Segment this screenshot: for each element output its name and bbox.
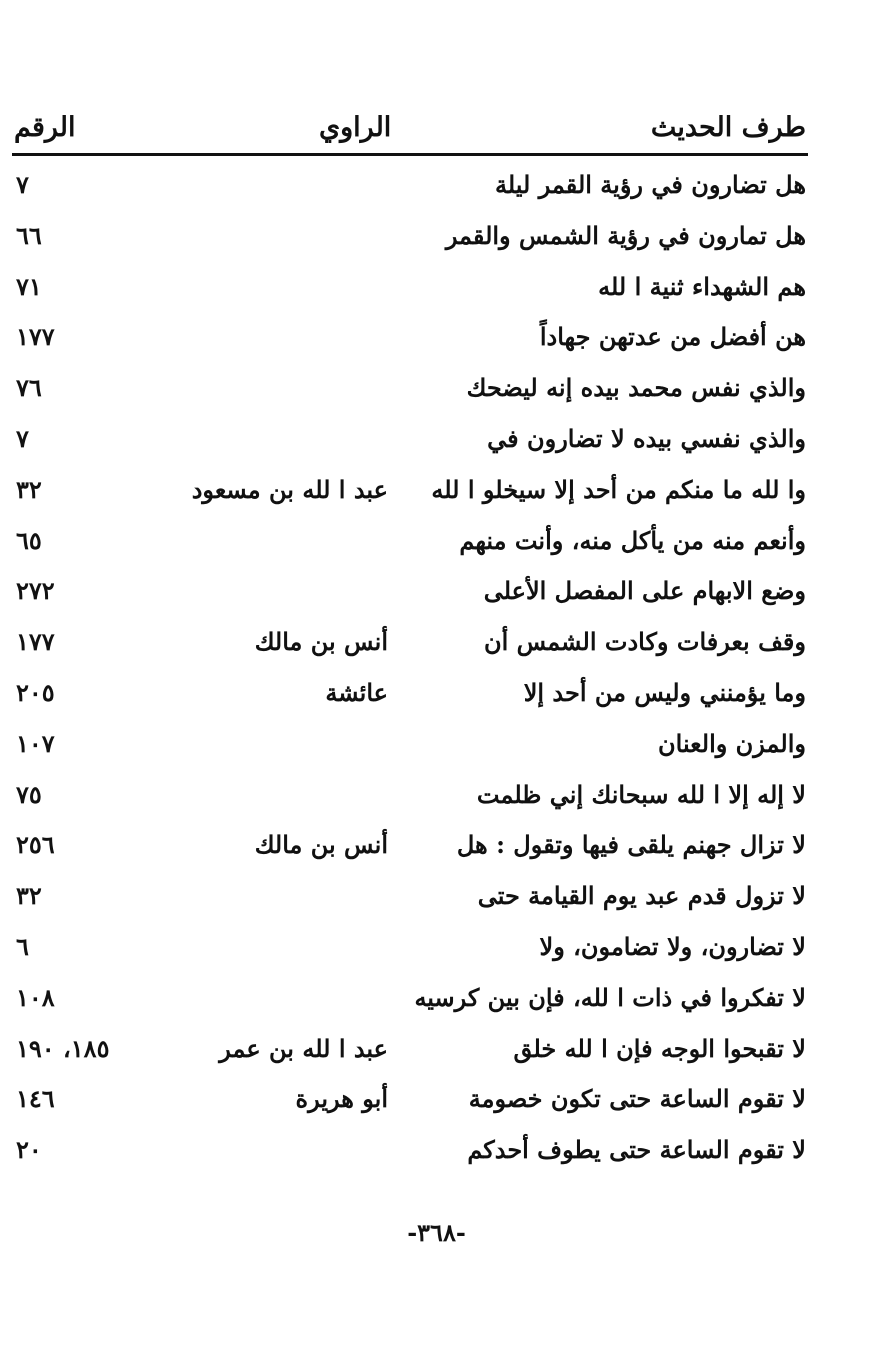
hadith-opening: لا تقوم الساعة حتى تكون خصومة: [468, 1084, 806, 1114]
hadith-number: ١٧٧: [16, 627, 55, 657]
hadith-opening: هل تمارون في رؤية الشمس والقمر: [445, 220, 806, 250]
hadith-opening: لا تقبحوا الوجه فإن ا لله خلق: [513, 1033, 806, 1063]
hadith-number: ١٠٧: [16, 728, 55, 758]
table-row: [14, 568, 806, 619]
table-row: [14, 467, 806, 518]
hadith-opening: وقف بعرفات وكادت الشمس أن: [484, 627, 806, 657]
hadith-opening: والذي نفسي بيده لا تضارون في: [487, 423, 806, 453]
table-row: [14, 1026, 806, 1077]
hadith-opening: لا تزول قدم عبد يوم القيامة حتى: [477, 881, 806, 911]
table-row: [14, 365, 806, 416]
hadith-number: ٣٢: [16, 474, 42, 504]
table-row: [14, 721, 806, 772]
header-divider: [12, 153, 808, 156]
narrator: أنس بن مالك: [254, 830, 388, 860]
hadith-number: ٦: [16, 931, 29, 961]
table-row: [14, 873, 806, 924]
table-row: [14, 213, 806, 264]
hadith-opening: لا تزال جهنم يلقى فيها وتقول : هل: [456, 830, 806, 860]
table-row: [14, 162, 806, 213]
hadith-opening: لا تفكروا في ذات ا لله، فإن بين كرسيه: [414, 982, 806, 1012]
hadith-number: ٢٠٥: [16, 677, 55, 707]
hadith-number: ٦٦: [16, 220, 42, 250]
table-header: [14, 112, 806, 156]
table-row: [14, 822, 806, 873]
hadith-opening: وما يؤمنني وليس من أحد إلا: [523, 677, 806, 707]
hadith-opening: والذي نفس محمد بيده إنه ليضحك: [466, 373, 806, 403]
table-row: [14, 619, 806, 670]
hadith-opening: وأنعم منه من يأكل منه، وأنت منهم: [459, 525, 806, 555]
table-row: [14, 670, 806, 721]
hadith-opening: وضع الابهام على المفصل الأعلى: [483, 576, 806, 606]
hadith-number: ١٠٨: [16, 982, 55, 1012]
hadith-number: ٧٥: [16, 779, 42, 809]
table-row: [14, 975, 806, 1026]
hadith-number: ٧١: [16, 271, 42, 301]
table-row: [14, 264, 806, 315]
hadith-number: ٢٠: [16, 1135, 42, 1165]
narrator: أنس بن مالك: [254, 627, 388, 657]
page-number-text: -٣٦٨-: [407, 1218, 466, 1247]
table-row: [14, 518, 806, 569]
hadith-opening: هن أفضل من عدتهن جهاداً: [539, 322, 806, 352]
table-row: [14, 314, 806, 365]
narrator: عبد ا لله بن عمر: [219, 1033, 388, 1063]
hadith-opening: لا إله إلا ا لله سبحانك إني ظلمت: [476, 779, 806, 809]
hadith-number: ١٧٧: [16, 322, 55, 352]
header-narrator: الراوي: [319, 112, 392, 143]
narrator: عبد ا لله بن مسعود: [191, 474, 388, 504]
hadith-number: ٣٢: [16, 881, 42, 911]
hadith-opening: لا تقوم الساعة حتى يطوف أحدكم: [467, 1135, 806, 1165]
hadith-number: ٧: [16, 423, 29, 453]
hadith-number: ٢٧٢: [16, 576, 55, 606]
hadith-opening: والمزن والعنان: [658, 728, 806, 758]
hadith-number: ٦٥: [16, 525, 42, 555]
narrator: عائشة: [325, 677, 388, 707]
table-row: [14, 416, 806, 467]
hadith-number: ١٨٥، ١٩٠: [16, 1033, 110, 1063]
hadith-number: ٢٥٦: [16, 830, 55, 860]
hadith-number: ٧: [16, 170, 29, 199]
header-number: الرقم: [14, 112, 76, 143]
page-number: [0, 1218, 873, 1247]
narrator: أبو هريرة: [295, 1084, 388, 1114]
hadith-opening: لا تضارون، ولا تضامون، ولا: [539, 931, 806, 961]
hadith-number: ٧٦: [16, 373, 42, 403]
hadith-opening: هم الشهداء ثنية ا لله: [598, 271, 806, 301]
table-row: [14, 1127, 806, 1178]
table-row: [14, 924, 806, 975]
header-hadith: طرف الحديث: [650, 112, 806, 143]
table-row: [14, 772, 806, 823]
hadith-index-table: [14, 162, 806, 1178]
hadith-opening: هل تضارون في رؤية القمر ليلة: [494, 170, 806, 199]
table-row: [14, 1076, 806, 1127]
hadith-number: ١٤٦: [16, 1084, 55, 1114]
hadith-opening: وا لله ما منكم من أحد إلا سيخلو ا لله: [431, 474, 806, 504]
